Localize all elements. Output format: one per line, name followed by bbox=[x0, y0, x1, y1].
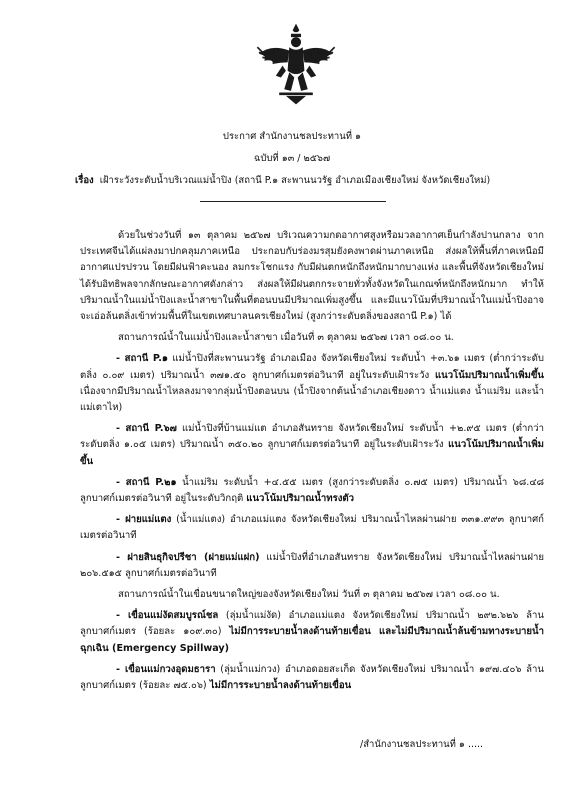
signoff: /สำนักงานชลประทานที่ ๑ ..... bbox=[360, 739, 484, 750]
dam-name: - เขื่อนแม่กวงอุดมธารา bbox=[116, 663, 216, 675]
dam-text: (ลุ่มน้ำแม่กวง) อำเภอดอยสะเก็ด จังหวัดเชียงใหม่ ปริมาณน้ำ ๑๙๗.๔๐๖ ล้านลูกบาศก์เมตร (ร้อยละ ๗๕.๐๖) bbox=[80, 663, 544, 692]
dam-note: ไม่มีการระบายน้ำลงด้านท้ายเขื่อน และไม่มีปริมาณน้ำล้นข้ามทางระบายน้ำฉุกเฉิน (Emergency Spillway) bbox=[80, 626, 544, 654]
dam-name: - เขื่อนแม่งัดสมบูรณ์ชล bbox=[116, 610, 219, 622]
station-name: - ฝายสินธุกิจปรีชา (ฝายแม่แฝก) bbox=[116, 551, 260, 563]
station-trend: แนวโน้มปริมาณน้ำเพิ่มขึ้น bbox=[434, 369, 544, 381]
station-item bbox=[80, 475, 544, 507]
station-item bbox=[80, 512, 544, 544]
subject-label: เรื่อง bbox=[75, 175, 94, 186]
dam-text: (ลุ่มน้ำแม่งัด) อำเภอแม่แตง จังหวัดเชียงใหม่ ปริมาณน้ำ ๒๙๒.๖๒๖ ล้านลูกบาศก์เมตร (ร้อยละ ๑๐๙.๓๐) bbox=[80, 610, 544, 638]
divider bbox=[200, 201, 386, 202]
subject-line bbox=[75, 174, 545, 187]
issue-number: ฉบับที่ ๑๓ / ๒๕๖๗ bbox=[253, 153, 331, 164]
situation-intro: สถานการณ์น้ำในแม่น้ำปิงและน้ำสาขา เมื่อวันที่ ๓ ตุลาคม ๒๕๖๗ เวลา ๐๘.๐๐ น. bbox=[118, 332, 454, 344]
document-body bbox=[80, 228, 544, 699]
station-name: - ฝายแม่แตง bbox=[116, 514, 172, 526]
station-trend: แนวโน้มปริมาณน้ำเพิ่มขึ้น bbox=[80, 439, 544, 467]
station-text: แม่น้ำปิงที่สะพานนวรัฐ อำเภอเมือง จังหวัดเชียงใหม่ ระดับน้ำ +๓.๖๑ เมตร (ต่ำกว่าระดับตลิ่ง ๐.๐๙ เมตร) ปริมาณน้ำ ๓๗๑.๕๐ ลูกบาศก์เมตรต่อวินาที อยู่ในระดับเฝ้าระวัง bbox=[80, 353, 544, 381]
station-text: แม่น้ำปิงที่บ้านแม่แต อำเภอสันทราย จังหวัดเชียงใหม่ ระดับน้ำ +๒.๙๕ เมตร (ต่ำกว่าระดับตลิ่ง ๑.๐๕ เมตร) ปริมาณน้ำ ๓๕๐.๒๐ ลูกบาศก์เมตรต่อวินาที อยู่ในระดับเฝ้าระวัง bbox=[80, 423, 544, 451]
dam-note: ไม่มีการระบายน้ำลงด้านท้ายเขื่อน bbox=[209, 680, 352, 692]
station-name: - สถานี P.๖๗ bbox=[116, 423, 177, 435]
intro-paragraph: ด้วยในช่วงวันที่ ๑๓ ตุลาคม ๒๕๖๗ บริเวณความกดอากาศสูงหรือมวลอากาศเย็นกำลังปานกลาง จากประเทศจีนได้แผ่ลงมาปกคลุมภาคเหนือ ประกอบกับร่องมรสุมยังคงพาดผ่านภาคเหนือ ส่งผลให้พื้นที่ภาคเหนือมีอากาศแปรปรวน โดยมีฝนฟ้าคะนอง ลมกระโชกแรง กับมีฝนตกหนักถึงหนักมากบางแห่ง และพื้นที่จังหวัดเชียงใหม่ ได้รับอิทธิพลจากลักษณะอากาศดังกล่าว ส่งผลให้มีฝนตกกระจายทั่วทั้งจังหวัดในเกณฑ์หนักถึงหนักมาก ทำให้ปริมาณน้ำในแม่น้ำปิงและน้ำสาขาในพื้นที่ตอนบนมีปริมาณเพิ่มสูงขึ้น และมีแนวโน้มที่ปริมาณน้ำในแม่น้ำปิงอาจจะเอ่อล้นตลิ่งเข้าท่วมพื้นที่ในเขตเทศบาลนครเชียงใหม่ (สูงกว่าระดับตลิ่งของสถานี P.๑) ได้ bbox=[80, 230, 544, 323]
garuda-emblem-icon bbox=[254, 22, 338, 106]
station-item bbox=[80, 421, 544, 470]
announcement-title: ประกาศ สำนักงานชลประทานที่ ๑ bbox=[222, 131, 362, 142]
station-name: - สถานี P.๒๑ bbox=[116, 476, 177, 488]
dam-item bbox=[80, 662, 544, 694]
station-tail: เนื่องจากมีปริมาณน้ำไหลลงมาจากลุ่มน้ำปิงตอนบน (น้ำปิงจากต้นน้ำอำเภอเชียงดาว น้ำแม่แตง น้ำแม่ริม และน้ำแม่เตาไห) bbox=[80, 385, 544, 414]
subject-text: เฝ้าระวังระดับน้ำบริเวณแม่น้ำปิง (สถานี P.๑ สะพานนวรัฐ อำเภอเมืองเชียงใหม่ จังหวัดเชียงใหม่) bbox=[99, 175, 491, 186]
dam-intro: สถานการณ์น้ำในเขื่อนขนาดใหญ่ของจังหวัดเชียงใหม่ วันที่ ๓ ตุลาคม ๒๕๖๗ เวลา ๐๘.๐๐ น. bbox=[118, 589, 500, 601]
station-text: แม่น้ำปิงที่อำเภอสันทราย จังหวัดเชียงใหม่ ปริมาณน้ำไหลผ่านฝาย ๒๐๖.๕๑๕ ลูกบาศก์เมตรต่อวินาที bbox=[80, 551, 544, 579]
station-item bbox=[80, 550, 544, 582]
station-text: (น้ำแม่แตง) อำเภอแม่แตง จังหวัดเชียงใหม่ ปริมาณน้ำไหลผ่านฝาย ๓๓๑.๙๙๓ ลูกบาศก์เมตรต่อวินาที bbox=[80, 514, 544, 542]
station-trend: แนวโน้มปริมาณน้ำทรงตัว bbox=[246, 493, 355, 505]
station-name: - สถานี P.๑ bbox=[116, 353, 168, 365]
station-item bbox=[80, 351, 544, 416]
station-text: น้ำแม่ริม ระดับน้ำ +๔.๕๕ เมตร (สูงกว่าระดับตลิ่ง ๐.๗๕ เมตร) ปริมาณน้ำ ๖๘.๔๘ ลูกบาศก์เมตรต่อวินาที อยู่ในระดับวิกฤติ bbox=[80, 476, 544, 505]
dam-item bbox=[80, 608, 544, 657]
